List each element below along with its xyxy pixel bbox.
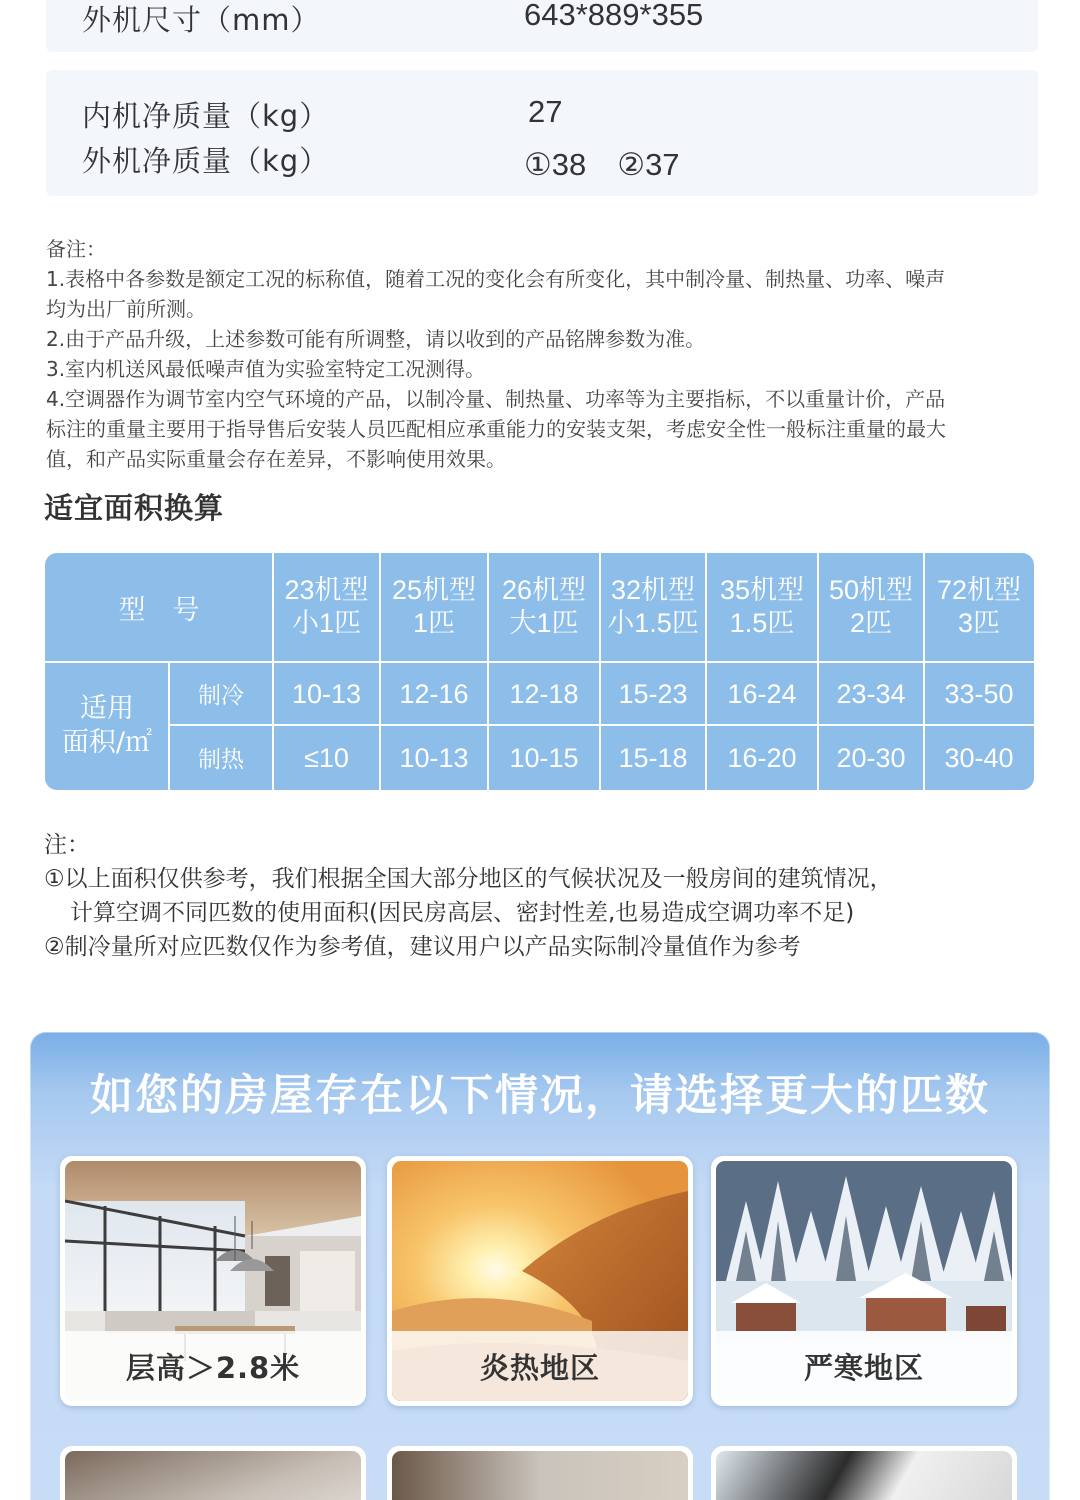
card-caption: 严寒地区 — [716, 1331, 1012, 1401]
outdoor-weight-value: ①38 ②37 — [524, 147, 680, 182]
promo-card-cold-region — [711, 1156, 1017, 1406]
area-label — [45, 662, 169, 790]
model-column-header — [380, 553, 488, 661]
notes-line: ②制冷量所对应匹数仅作为参考值，建议用户以产品实际制冷量值作为参考 — [44, 934, 801, 960]
heating-area-value: 20-30 — [836, 742, 906, 773]
model-name: 26机型 — [501, 575, 587, 605]
model-capacity: 小1匹 — [291, 608, 362, 638]
model-column-header — [273, 553, 380, 661]
area-label-line1: 适用 — [80, 693, 134, 724]
promo-card-hot-region — [387, 1156, 693, 1406]
cooling-area-value: 10-13 — [291, 678, 362, 709]
indoor-weight-label: 内机净质量（kg） — [82, 99, 330, 133]
notes-line: ①以上面积仅供参考，我们根据全国大部分地区的气候状况及一般房间的建筑情况， — [44, 866, 893, 892]
model-column-header — [488, 553, 600, 661]
cooling-area-value: 12-18 — [509, 678, 579, 709]
area-label-line2: 面积/㎡ — [61, 727, 153, 758]
model-column-header — [924, 553, 1034, 661]
area-section-title: 适宜面积换算 — [44, 491, 225, 525]
model-name: 50机型 — [828, 575, 914, 605]
attic-room-photo — [65, 1451, 361, 1500]
remarks-line: 均为出厂前所测。 — [46, 297, 206, 321]
model-column-header — [600, 553, 706, 661]
cooling-area-value: 12-16 — [399, 678, 469, 709]
heating-area-value: 10-15 — [509, 742, 579, 773]
heating-area-value: 30-40 — [944, 742, 1014, 773]
outdoor-size-label: 外机尺寸（mm） — [82, 3, 321, 37]
model-column-header — [706, 553, 818, 661]
model-name: 25机型 — [391, 575, 477, 605]
promo-title: 如您的房屋存在以下情况，请选择更大的匹数 — [90, 1071, 990, 1121]
model-capacity: 1.5匹 — [729, 608, 795, 638]
model-name: 23机型 — [284, 575, 369, 605]
notes-block — [44, 828, 1034, 964]
promo-card-attic — [60, 1446, 366, 1500]
outdoor-size-value: 643*889*355 — [524, 0, 704, 32]
cooling-area-value: 23-34 — [836, 678, 906, 709]
heating-area-value: 10-13 — [399, 742, 469, 773]
remarks-line: 2.由于产品升级，上述参数可能有所调整，请以收到的产品铭牌参数为准。 — [46, 327, 706, 351]
outdoor-weight-label: 外机净质量（kg） — [82, 144, 330, 178]
area-conversion-table — [45, 553, 1034, 790]
remarks-line: 4.空调器作为调节室内空气环境的产品，以制冷量、制热量、功率等为主要指标，不以重量计价，产品 — [46, 387, 946, 411]
heating-area-value: 16-20 — [727, 742, 797, 773]
cooling-area-value: 15-23 — [618, 678, 688, 709]
remarks-heading: 备注： — [46, 237, 106, 261]
spec-card-size — [46, 0, 1038, 52]
heating-area-value: ≤10 — [304, 742, 349, 773]
notes-line: 计算空调不同匹数的使用面积(因民房高层、密封性差,也易造成空调功率不足) — [70, 900, 855, 926]
model-capacity: 小1.5匹 — [607, 608, 699, 638]
cooling-label: 制冷 — [198, 683, 244, 709]
remarks-line: 3.室内机送风最低噪声值为实验室特定工况测得。 — [46, 357, 486, 381]
promo-card-high-ceiling — [60, 1156, 366, 1406]
heating-label: 制热 — [198, 747, 244, 773]
card-caption: 层高＞2.8米 — [65, 1331, 361, 1401]
model-column-header — [818, 553, 924, 661]
model-name: 35机型 — [719, 575, 805, 605]
model-header: 型 号 — [118, 595, 200, 626]
heating-area-value: 15-18 — [618, 742, 688, 773]
remarks-line: 值，和产品实际重量会存在差异，不影响使用效果。 — [46, 447, 506, 471]
cooling-area-value: 16-24 — [727, 678, 797, 709]
model-name: 32机型 — [610, 575, 696, 605]
model-capacity: 1匹 — [412, 608, 456, 638]
table-divider — [168, 662, 170, 790]
model-name: 72机型 — [936, 575, 1022, 605]
promo-card-skylight — [711, 1446, 1017, 1500]
cooling-area-value: 33-50 — [944, 678, 1014, 709]
model-capacity: 3匹 — [957, 608, 1001, 638]
indoor-weight-value: 27 — [528, 94, 563, 129]
remarks-line: 标注的重量主要用于指导售后安装人员匹配相应承重能力的安装支架，考虑安全性一般标注重量的最大 — [46, 417, 946, 441]
model-capacity: 大1匹 — [509, 608, 579, 638]
model-capacity: 2匹 — [849, 608, 893, 638]
snowy-village-photo — [716, 1161, 1012, 1401]
spec-card-weight — [46, 70, 1038, 196]
notes-heading: 注： — [44, 832, 90, 858]
remarks-line: 1.表格中各参数是额定工况的标称值，随着工况的变化会有所变化，其中制冷量、制热量、功率、噪声 — [46, 267, 946, 291]
remarks-block — [46, 234, 1040, 474]
kitchen-loft-photo — [65, 1161, 361, 1401]
promo-card-sunroom — [387, 1446, 693, 1500]
desert-sun-photo — [392, 1161, 688, 1401]
skylight-room-photo — [716, 1451, 1012, 1500]
glass-sunroom-photo — [392, 1451, 688, 1500]
card-caption: 炎热地区 — [392, 1331, 688, 1401]
